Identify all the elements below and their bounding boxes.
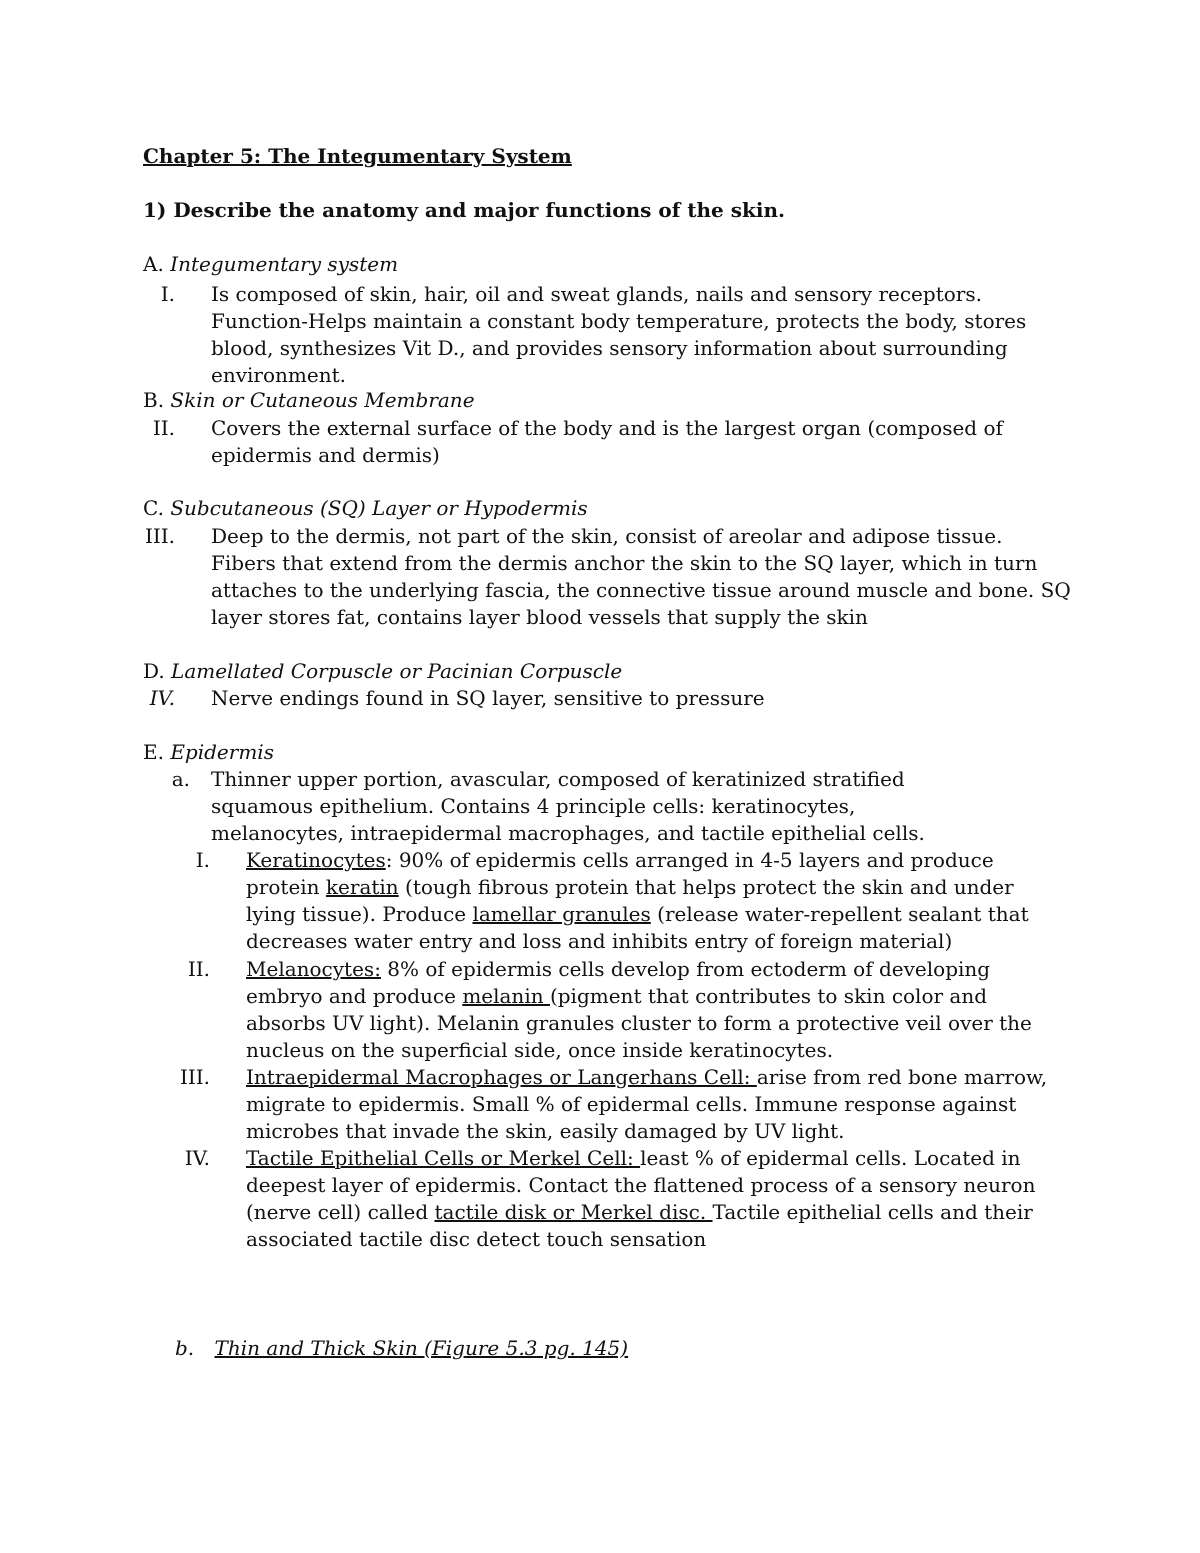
- cell-marker: II.: [187, 957, 210, 981]
- epidermis-description: Thinner upper portion, avascular, composed of keratinized stratified squamous epithelium. Contains 4 principle cells: keratinocytes, melanocytes, intraepidermal macrophages, and tactile epithelial cells.: [211, 767, 925, 845]
- list-marker: b.: [175, 1336, 195, 1360]
- section-letter: C.: [143, 496, 164, 520]
- term: Keratinocytes: [246, 848, 386, 872]
- term-text: (pigment that contributes to skin color and absorbs UV light). Melanin granules cluster to form a protective veil over the nucleus on the superficial side, once inside keratinocytes.: [246, 984, 1032, 1062]
- term-text: : 90% of epidermis cells arranged in 4-5 layers and produce protein: [246, 848, 994, 899]
- section-name: Epidermis: [170, 740, 274, 764]
- section-heading-d: [143, 658, 622, 685]
- term: keratin: [325, 875, 399, 899]
- cell-melanocytes: [246, 956, 1046, 1064]
- section-heading-e: [143, 739, 274, 766]
- list-marker: IV.: [149, 686, 175, 710]
- section-heading-c: [143, 495, 588, 522]
- term: lamellar granules: [472, 902, 651, 926]
- term-text: 8% of epidermis cells develop from ectoderm of developing embryo and produce: [246, 957, 991, 1008]
- cell-marker: III.: [179, 1065, 210, 1089]
- section-name: Skin or Cutaneous Membrane: [170, 388, 475, 412]
- list-marker: a.: [171, 767, 190, 791]
- section-name: Lamellated Corpuscle or Pacinian Corpuscle: [171, 659, 623, 683]
- subsection-title: Thin and Thick Skin (Figure 5.3 pg. 145): [214, 1336, 629, 1360]
- list-marker: II.: [152, 416, 175, 440]
- term: Melanocytes:: [246, 957, 381, 981]
- term: melanin: [462, 984, 550, 1008]
- list-marker: I.: [160, 282, 175, 306]
- question-heading: 1) Describe the anatomy and major functions of the skin.: [143, 198, 785, 222]
- section-text: Is composed of skin, hair, oil and sweat glands, nails and sensory receptors. Function-Helps maintain a constant body temperature, protects the body, stores blood, synthesizes Vit D., and provides sensory information about surrounding environment.: [211, 282, 1027, 387]
- term-text: (release water-repellent sealant that decreases water entry and loss and inhibits entry of foreign material): [246, 902, 1029, 953]
- section-name: Subcutaneous (SQ) Layer or Hypodermis: [170, 496, 588, 520]
- term-text: arise from red bone marrow, migrate to epidermis. Small % of epidermal cells. Immune response against microbes that invade the skin, easily damaged by UV light.: [246, 1065, 1048, 1143]
- page-title: Chapter 5: The Integumentary System: [143, 144, 572, 168]
- cell-marker: IV.: [184, 1146, 210, 1170]
- section-text: Deep to the dermis, not part of the skin, consist of areolar and adipose tissue. Fibers that extend from the dermis anchor the skin to the SQ layer, which in turn attaches to the underlying fascia, the connective tissue around muscle and bone. SQ layer stores fat, contains layer blood vessels that supply the skin: [211, 524, 1071, 629]
- term: Intraepidermal Macrophages or Langerhans Cell:: [246, 1065, 757, 1089]
- cell-marker: I.: [195, 848, 210, 872]
- term-text: (tough fibrous protein that helps protect the skin and under lying tissue). Produce: [246, 875, 1014, 926]
- section-name: Integumentary system: [170, 252, 399, 276]
- section-letter: A.: [143, 252, 164, 276]
- section-heading-a: [143, 251, 398, 278]
- cell-keratinocytes: [246, 847, 1046, 955]
- subsection-thin-thick-skin: [175, 1335, 628, 1362]
- section-letter: D.: [143, 659, 165, 683]
- section-text: Covers the external surface of the body and is the largest organ (composed of epidermis and dermis): [211, 416, 1003, 467]
- term-text: least % of epidermal cells. Located in deepest layer of epidermis. Contact the flattened process of a sensory neuron (nerve cell) called: [246, 1146, 1036, 1224]
- section-heading-b: [143, 387, 475, 414]
- term: Tactile Epithelial Cells or Merkel Cell:: [246, 1146, 641, 1170]
- cell-merkel: [246, 1145, 1061, 1253]
- list-marker: III.: [144, 524, 175, 548]
- section-letter: B.: [143, 388, 165, 412]
- section-text: Nerve endings found in SQ layer, sensitive to pressure: [211, 686, 765, 710]
- cell-langerhans: [246, 1064, 1061, 1145]
- section-letter: E.: [143, 740, 164, 764]
- term-text: Tactile epithelial cells and their associated tactile disc detect touch sensation: [246, 1200, 1033, 1251]
- term: tactile disk or Merkel disc.: [434, 1200, 713, 1224]
